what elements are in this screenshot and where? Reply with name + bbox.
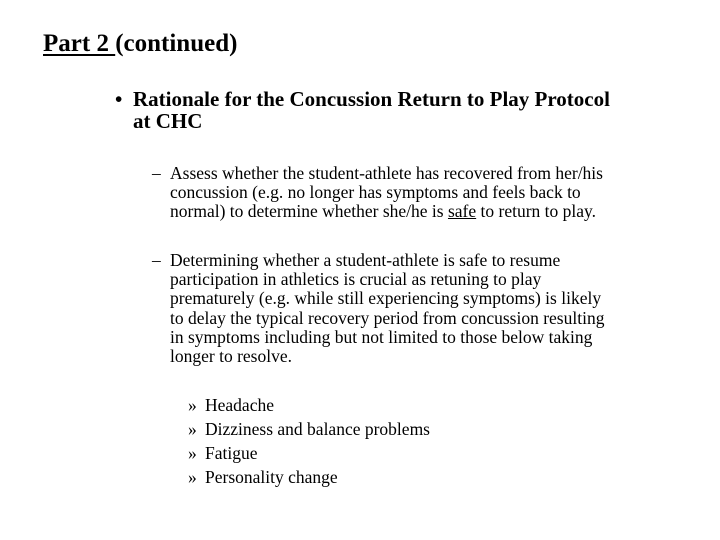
bullet-line: Rationale for the Concussion Return to Play Protocol [133, 87, 610, 111]
slide-title [43, 30, 237, 58]
bullet-line: at CHC [133, 109, 203, 133]
point-line: in symptoms including but not limited to those below taking [170, 326, 593, 347]
point-line: Determining whether a student-athlete is safe to resume [170, 250, 561, 270]
title-underlined: Part 2 [43, 30, 116, 57]
point-line: longer to resolve. [170, 346, 292, 367]
point-line: prematurely (e.g. while still experiencing symptoms) is likely [170, 288, 602, 309]
point-line: to delay the typical recovery period from concussion resulting [170, 307, 605, 328]
chevron-icon: » [188, 395, 197, 415]
title-rest: (continued) [115, 30, 238, 57]
chevron-icon: » [188, 419, 197, 439]
slide: Part 2 (continued) • Rationale for the Concussion Return to Play Protocol at CHC – Assess whether the student-athlete has recovered from her/his concussion (e.g. no longer has symptoms and feels back to normal) to determine whether she/he is safe to return to play. – Determining whether a student-athlete is safe to resume participation in athletics is crucial as retuning to play prematurely (e.g. while still experiencing symptoms) is likely to delay the typical recovery period from concussion resulting in symptoms including but not limited to those below taking longer to resolve. » Headache » Dizziness and balance problems » Fatigue » Personality change [0, 0, 720, 540]
point-line: participation in athletics is crucial as retuning to play [170, 269, 542, 290]
chevron-icon: » [188, 443, 197, 463]
point-line: Assess whether the student-athlete has recovered from her/his [170, 163, 603, 183]
chevron-icon: » [188, 467, 197, 487]
point-line: concussion (e.g. no longer has symptoms and feels back to [170, 182, 581, 203]
bullet-icon: • [115, 87, 123, 111]
safe-underlined: safe [447, 201, 477, 222]
dash-icon: – [152, 250, 161, 270]
dash-icon: – [152, 163, 161, 183]
point-line: normal) to determine whether she/he is safe to return to play. [170, 201, 597, 222]
